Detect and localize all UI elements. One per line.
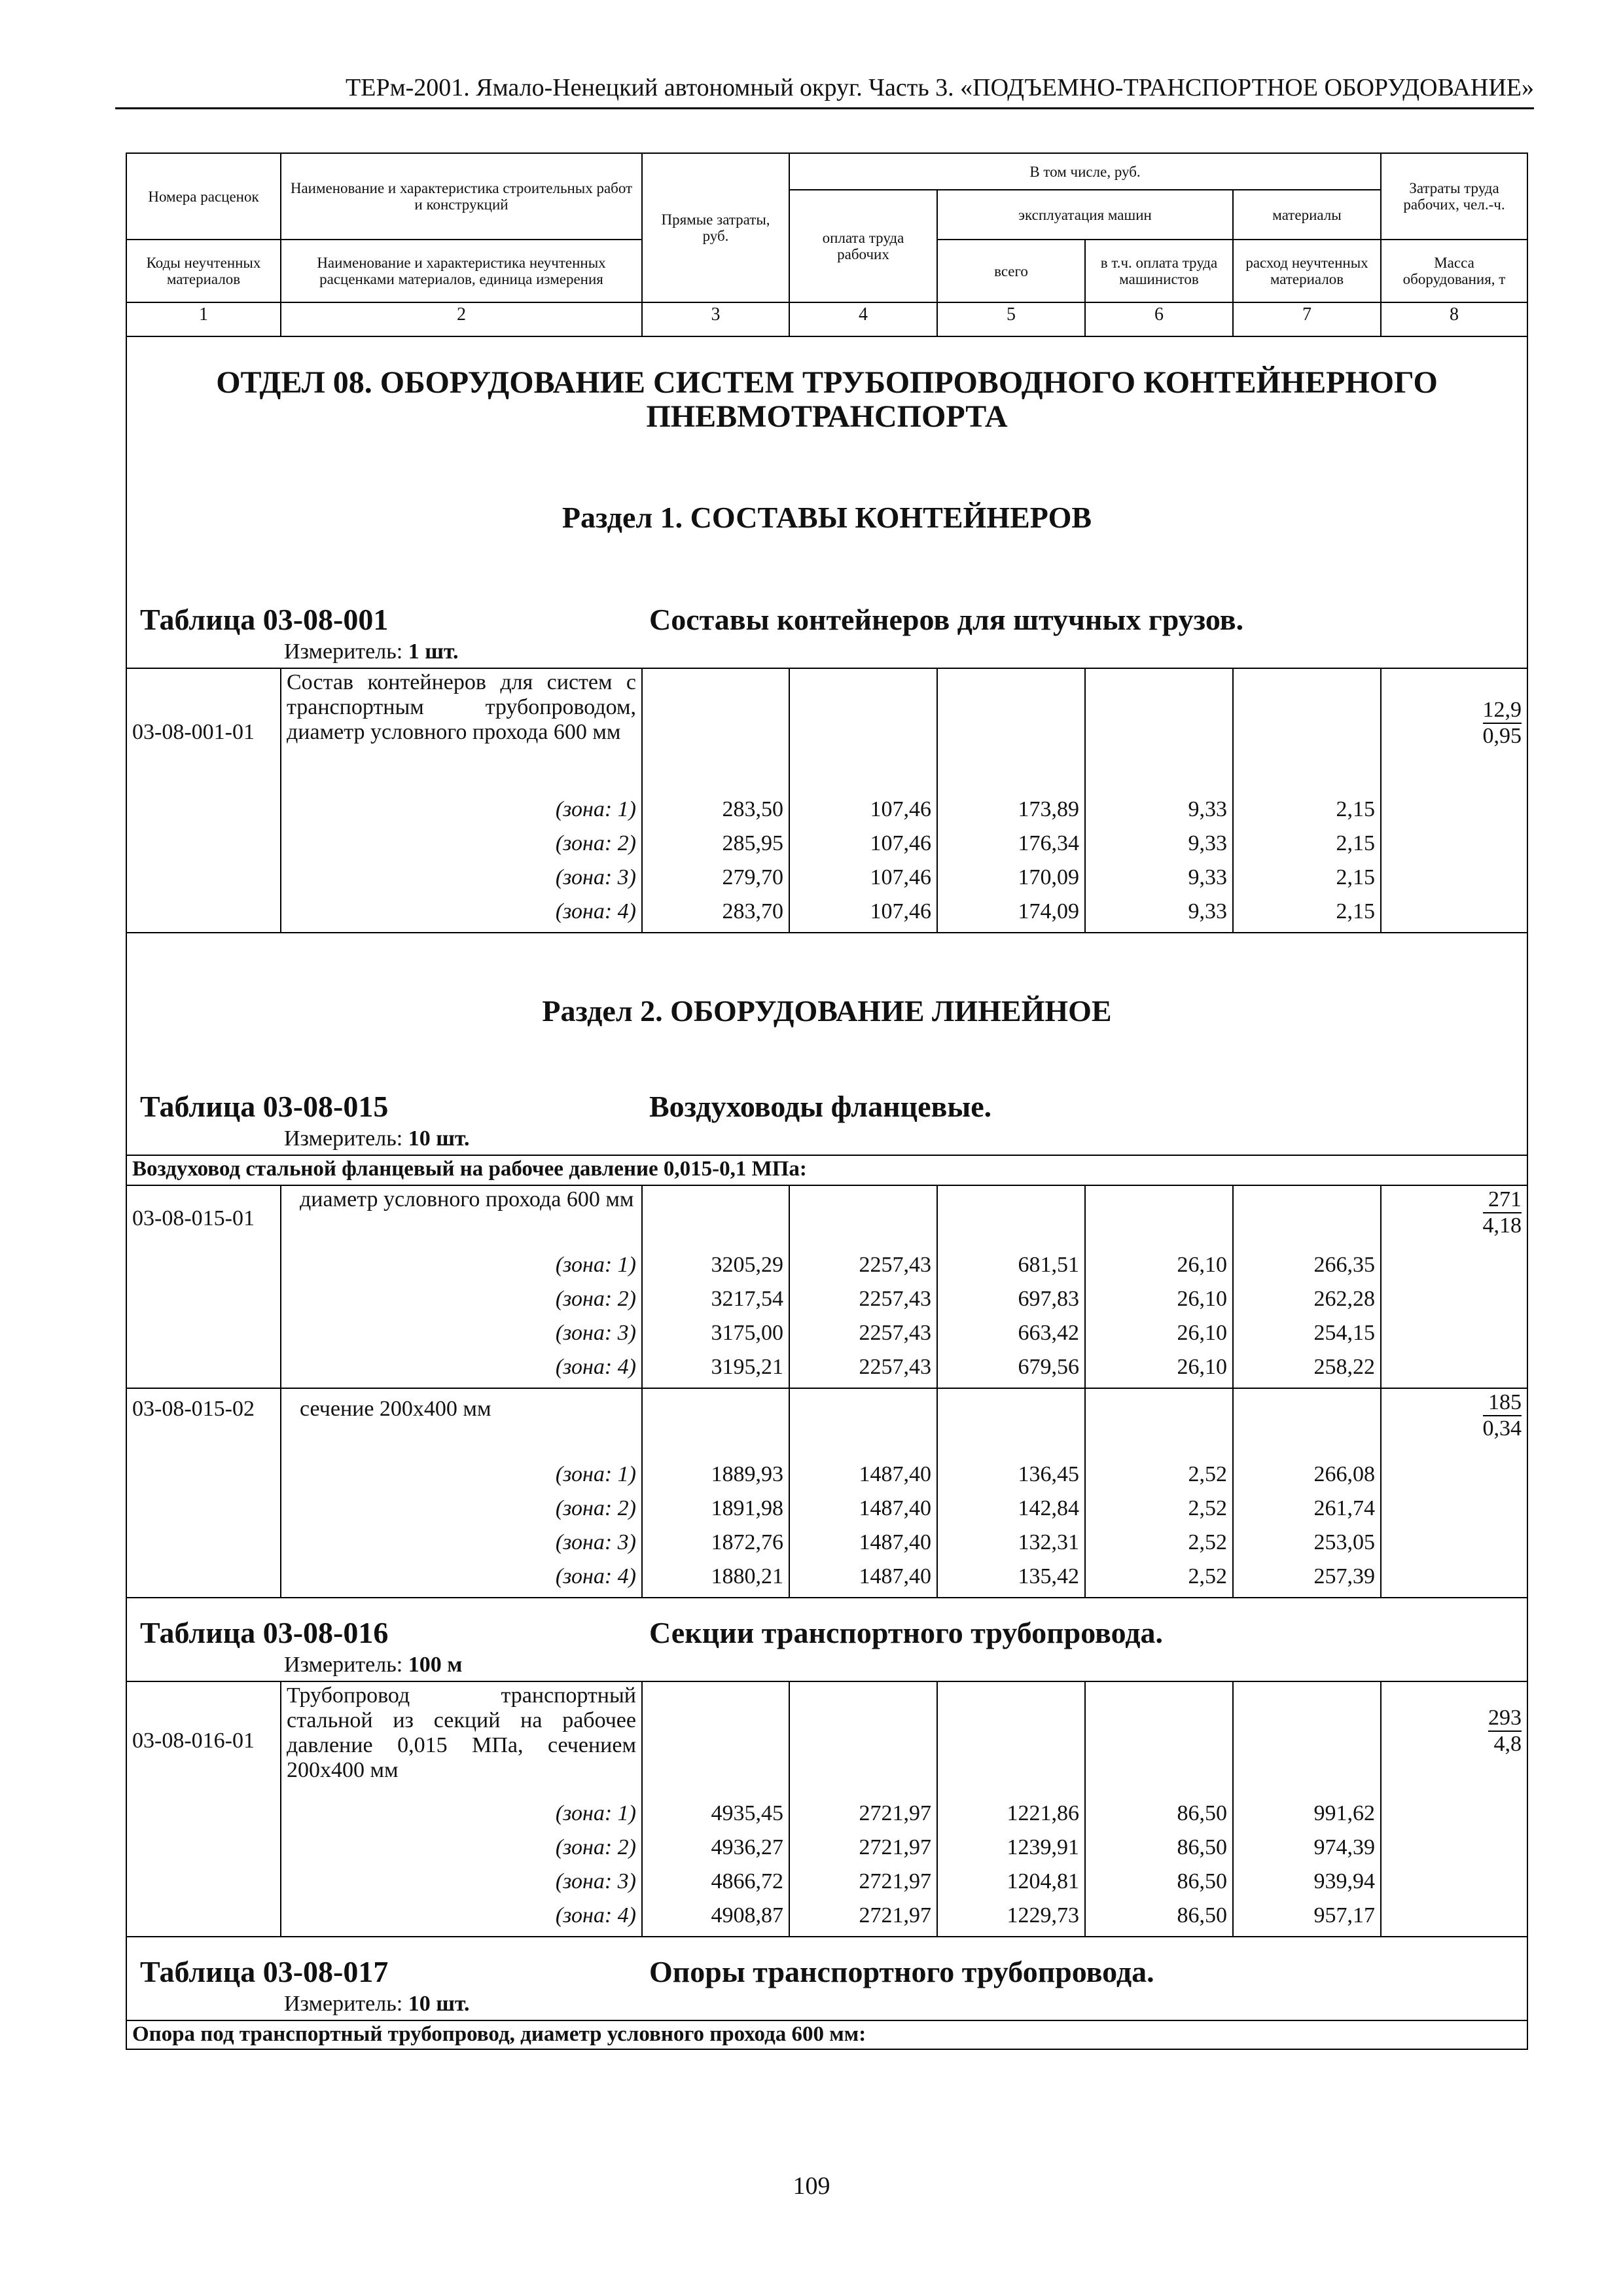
table-number: Таблица 03-08-015 xyxy=(140,1090,389,1123)
table-number: Таблица 03-08-016 xyxy=(140,1616,389,1649)
col3-header: Прямые затраты, руб. xyxy=(642,153,789,302)
zone-label: (зона: 4) xyxy=(281,1902,642,1937)
zone-label: (зона: 3) xyxy=(281,1319,642,1354)
meter-value: 100 м xyxy=(408,1653,463,1677)
table-row xyxy=(126,1902,1527,1937)
cell: 679,56 xyxy=(937,1354,1085,1388)
razdel-1-title: Раздел 1. СОСТАВЫ КОНТЕЙНЕРОВ xyxy=(126,435,1527,547)
table-heading xyxy=(126,1937,1527,1990)
meter-value: 1 шт. xyxy=(408,639,459,664)
cell: 283,50 xyxy=(642,796,789,830)
cell: 2,52 xyxy=(1085,1461,1233,1495)
cell: 253,05 xyxy=(1233,1529,1381,1563)
zone-label: (зона: 3) xyxy=(281,1868,642,1902)
zone-label: (зона: 4) xyxy=(281,1563,642,1598)
cell: 991,62 xyxy=(1233,1800,1381,1834)
zone-label: (зона: 2) xyxy=(281,1834,642,1868)
labor-mass xyxy=(1381,668,1527,796)
table-row xyxy=(126,1354,1527,1388)
cell: 283,70 xyxy=(642,898,789,933)
cell: 4908,87 xyxy=(642,1902,789,1937)
cell: 257,39 xyxy=(1233,1563,1381,1598)
table-row xyxy=(126,1251,1527,1285)
table-row xyxy=(126,864,1527,898)
cell: 86,50 xyxy=(1085,1902,1233,1937)
meter-value: 10 шт. xyxy=(408,1126,470,1151)
cell: 1229,73 xyxy=(937,1902,1085,1937)
cell: 279,70 xyxy=(642,864,789,898)
table-number: Таблица 03-08-017 xyxy=(140,1955,389,1988)
meter-line xyxy=(126,638,1527,668)
cell: 2721,97 xyxy=(789,1902,937,1937)
rate-name: диаметр условного прохода 600 мм xyxy=(281,1185,642,1251)
cell: 3175,00 xyxy=(642,1319,789,1354)
cell: 2721,97 xyxy=(789,1800,937,1834)
cell: 1204,81 xyxy=(937,1868,1085,1902)
cell: 142,84 xyxy=(937,1495,1085,1529)
cell: 1891,98 xyxy=(642,1495,789,1529)
zone-label: (зона: 1) xyxy=(281,796,642,830)
cell: 176,34 xyxy=(937,830,1085,864)
table-number: Таблица 03-08-001 xyxy=(140,603,389,636)
table-row xyxy=(126,1388,1527,1461)
rate-code: 03-08-015-01 xyxy=(126,1185,281,1251)
cell: 2,15 xyxy=(1233,864,1381,898)
cell: 4866,72 xyxy=(642,1868,789,1902)
zone-label: (зона: 2) xyxy=(281,1285,642,1319)
cell: 2257,43 xyxy=(789,1354,937,1388)
labor-value: 185 xyxy=(1483,1390,1522,1416)
col4-header: оплата труда рабочих xyxy=(789,190,937,302)
cell: 107,46 xyxy=(789,830,937,864)
labor-value: 293 xyxy=(1488,1706,1522,1732)
cell: 1872,76 xyxy=(642,1529,789,1563)
zone-label: (зона: 3) xyxy=(281,1529,642,1563)
labor-mass xyxy=(1381,1681,1527,1800)
group-heading-row xyxy=(126,2020,1527,2049)
rate-name: Трубопровод транспортный стальной из секций на рабочее давление 0,015 МПа, сечением 200х400 мм xyxy=(281,1681,642,1800)
cell: 3195,21 xyxy=(642,1354,789,1388)
meter-label: Измеритель: xyxy=(284,639,403,664)
cell: 132,31 xyxy=(937,1529,1085,1563)
cell: 261,74 xyxy=(1233,1495,1381,1529)
including-header: В том числе, руб. xyxy=(789,153,1381,190)
cell: 2,15 xyxy=(1233,898,1381,933)
cell: 1239,91 xyxy=(937,1834,1085,1868)
meter-value: 10 шт. xyxy=(408,1992,470,2016)
materials-header: материалы xyxy=(1233,190,1381,240)
machines-header: эксплуатация машин xyxy=(937,190,1233,240)
cell: 2257,43 xyxy=(789,1251,937,1285)
cell: 258,22 xyxy=(1233,1354,1381,1388)
col2-header-b: Наименование и характеристика неучтенных расценками материалов, единица измерения xyxy=(281,240,642,302)
table-row xyxy=(126,796,1527,830)
table-row xyxy=(126,1834,1527,1868)
cell: 2257,43 xyxy=(789,1319,937,1354)
cell: 2257,43 xyxy=(789,1285,937,1319)
table-heading xyxy=(126,1037,1527,1125)
col7-header: расход неучтенных материалов xyxy=(1233,240,1381,302)
zone-label: (зона: 1) xyxy=(281,1800,642,1834)
column-numbers-row xyxy=(126,302,1527,336)
col-number: 1 xyxy=(126,302,281,336)
cell: 681,51 xyxy=(937,1251,1085,1285)
mass-value: 0,34 xyxy=(1482,1416,1522,1441)
cell: 26,10 xyxy=(1085,1285,1233,1319)
table-row xyxy=(126,1681,1527,1800)
table-row xyxy=(126,830,1527,864)
otdel-title: ОТДЕЛ 08. ОБОРУДОВАНИЕ СИСТЕМ ТРУБОПРОВОДНОГО КОНТЕЙНЕРНОГО ПНЕВМОТРАНСПОРТА xyxy=(126,336,1527,435)
mass-value: 4,18 xyxy=(1482,1213,1522,1238)
table-heading xyxy=(126,1598,1527,1651)
col-number: 2 xyxy=(281,302,642,336)
cell: 170,09 xyxy=(937,864,1085,898)
cell: 135,42 xyxy=(937,1563,1085,1598)
meter-label: Измеритель: xyxy=(284,1653,403,1677)
col6-header: в т.ч. оплата труда машинистов xyxy=(1085,240,1233,302)
col-number: 3 xyxy=(642,302,789,336)
meter-line xyxy=(126,1651,1527,1681)
cell: 26,10 xyxy=(1085,1251,1233,1285)
cell: 1880,21 xyxy=(642,1563,789,1598)
mass-value: 4,8 xyxy=(1493,1732,1522,1756)
cell: 254,15 xyxy=(1233,1319,1381,1354)
cell: 2,52 xyxy=(1085,1495,1233,1529)
col-number: 6 xyxy=(1085,302,1233,336)
zone-label: (зона: 3) xyxy=(281,864,642,898)
cell: 1487,40 xyxy=(789,1495,937,1529)
cell: 1487,40 xyxy=(789,1529,937,1563)
table-row xyxy=(126,1529,1527,1563)
meter-line xyxy=(126,1990,1527,2020)
col-number: 8 xyxy=(1381,302,1527,336)
rate-code: 03-08-016-01 xyxy=(126,1681,281,1800)
cell: 1221,86 xyxy=(937,1800,1085,1834)
table-heading xyxy=(126,547,1527,638)
price-table xyxy=(126,152,1528,2050)
cell: 86,50 xyxy=(1085,1834,1233,1868)
table-title: Воздуховоды фланцевые. xyxy=(649,1090,992,1123)
zone-label: (зона: 4) xyxy=(281,898,642,933)
zone-label: (зона: 1) xyxy=(281,1461,642,1495)
cell: 173,89 xyxy=(937,796,1085,830)
table-row xyxy=(126,1461,1527,1495)
group-heading: Воздуховод стальной фланцевый на рабочее давление 0,015-0,1 МПа: xyxy=(126,1155,1527,1185)
cell: 107,46 xyxy=(789,898,937,933)
page-number: 109 xyxy=(793,2172,830,2200)
cell: 174,09 xyxy=(937,898,1085,933)
table-row xyxy=(126,1319,1527,1354)
meter-label: Измеритель: xyxy=(284,1992,403,2016)
cell: 136,45 xyxy=(937,1461,1085,1495)
col1-header-b: Коды неучтенных материалов xyxy=(126,240,281,302)
table-row xyxy=(126,1563,1527,1598)
cell: 939,94 xyxy=(1233,1868,1381,1902)
cell: 9,33 xyxy=(1085,796,1233,830)
zone-label: (зона: 2) xyxy=(281,830,642,864)
col-number: 4 xyxy=(789,302,937,336)
cell: 266,08 xyxy=(1233,1461,1381,1495)
cell: 2721,97 xyxy=(789,1834,937,1868)
cell: 2,15 xyxy=(1233,796,1381,830)
col8-header-a: Затраты труда рабочих, чел.-ч. xyxy=(1381,153,1527,240)
cell: 262,28 xyxy=(1233,1285,1381,1319)
cell: 2,52 xyxy=(1085,1529,1233,1563)
cell: 697,83 xyxy=(937,1285,1085,1319)
labor-value: 271 xyxy=(1483,1187,1522,1213)
group-heading: Опора под транспортный трубопровод, диаметр условного прохода 600 мм: xyxy=(126,2020,1527,2049)
zone-label: (зона: 2) xyxy=(281,1495,642,1529)
cell: 9,33 xyxy=(1085,864,1233,898)
cell: 2,15 xyxy=(1233,830,1381,864)
table-row xyxy=(126,1185,1527,1251)
cell: 2,52 xyxy=(1085,1563,1233,1598)
cell: 1487,40 xyxy=(789,1563,937,1598)
rate-code: 03-08-001-01 xyxy=(126,668,281,796)
table-row xyxy=(126,1285,1527,1319)
rate-code: 03-08-015-02 xyxy=(126,1388,281,1461)
cell: 107,46 xyxy=(789,796,937,830)
col5-header: всего xyxy=(937,240,1085,302)
razdel-2-title: Раздел 2. ОБОРУДОВАНИЕ ЛИНЕЙНОЕ xyxy=(126,933,1527,1037)
cell: 2721,97 xyxy=(789,1868,937,1902)
cell: 86,50 xyxy=(1085,1868,1233,1902)
cell: 26,10 xyxy=(1085,1319,1233,1354)
table-title: Секции транспортного трубопровода. xyxy=(649,1616,1164,1649)
cell: 107,46 xyxy=(789,864,937,898)
meter-label: Измеритель: xyxy=(284,1126,403,1151)
meter-line xyxy=(126,1125,1527,1155)
rate-name: Состав контейнеров для систем с транспортным трубопроводом, диаметр условного прохода 600 мм xyxy=(281,668,642,796)
cell: 974,39 xyxy=(1233,1834,1381,1868)
table-row xyxy=(126,668,1527,796)
cell: 26,10 xyxy=(1085,1354,1233,1388)
col-number: 5 xyxy=(937,302,1085,336)
col1-header-a: Номера расценок xyxy=(126,153,281,240)
table-title: Составы контейнеров для штучных грузов. xyxy=(649,603,1244,636)
cell: 3217,54 xyxy=(642,1285,789,1319)
col2-header-a: Наименование и характеристика строительных работ и конструкций xyxy=(281,153,642,240)
labor-mass xyxy=(1381,1388,1527,1461)
cell: 1889,93 xyxy=(642,1461,789,1495)
zone-label: (зона: 4) xyxy=(281,1354,642,1388)
cell: 266,35 xyxy=(1233,1251,1381,1285)
rate-name: сечение 200х400 мм xyxy=(281,1388,642,1461)
cell: 86,50 xyxy=(1085,1800,1233,1834)
table-row xyxy=(126,1800,1527,1834)
table-row xyxy=(126,1868,1527,1902)
col-number: 7 xyxy=(1233,302,1381,336)
zone-label: (зона: 1) xyxy=(281,1251,642,1285)
cell: 4936,27 xyxy=(642,1834,789,1868)
table-title: Опоры транспортного трубопровода. xyxy=(649,1955,1154,1988)
cell: 9,33 xyxy=(1085,898,1233,933)
labor-value: 12,9 xyxy=(1483,698,1522,724)
group-heading-row xyxy=(126,1155,1527,1185)
cell: 663,42 xyxy=(937,1319,1085,1354)
cell: 1487,40 xyxy=(789,1461,937,1495)
table-row xyxy=(126,898,1527,933)
mass-value: 0,95 xyxy=(1482,724,1522,748)
cell: 957,17 xyxy=(1233,1902,1381,1937)
cell: 9,33 xyxy=(1085,830,1233,864)
labor-mass xyxy=(1381,1185,1527,1251)
cell: 4935,45 xyxy=(642,1800,789,1834)
running-header: ТЕРм-2001. Ямало-Ненецкий автономный округ. Часть 3. «ПОДЪЕМНО-ТРАНСПОРТНОЕ ОБОРУДОВАНИЕ» xyxy=(115,73,1534,109)
cell: 285,95 xyxy=(642,830,789,864)
col8-header-b: Масса оборудования, т xyxy=(1381,240,1527,302)
cell: 3205,29 xyxy=(642,1251,789,1285)
table-row xyxy=(126,1495,1527,1529)
